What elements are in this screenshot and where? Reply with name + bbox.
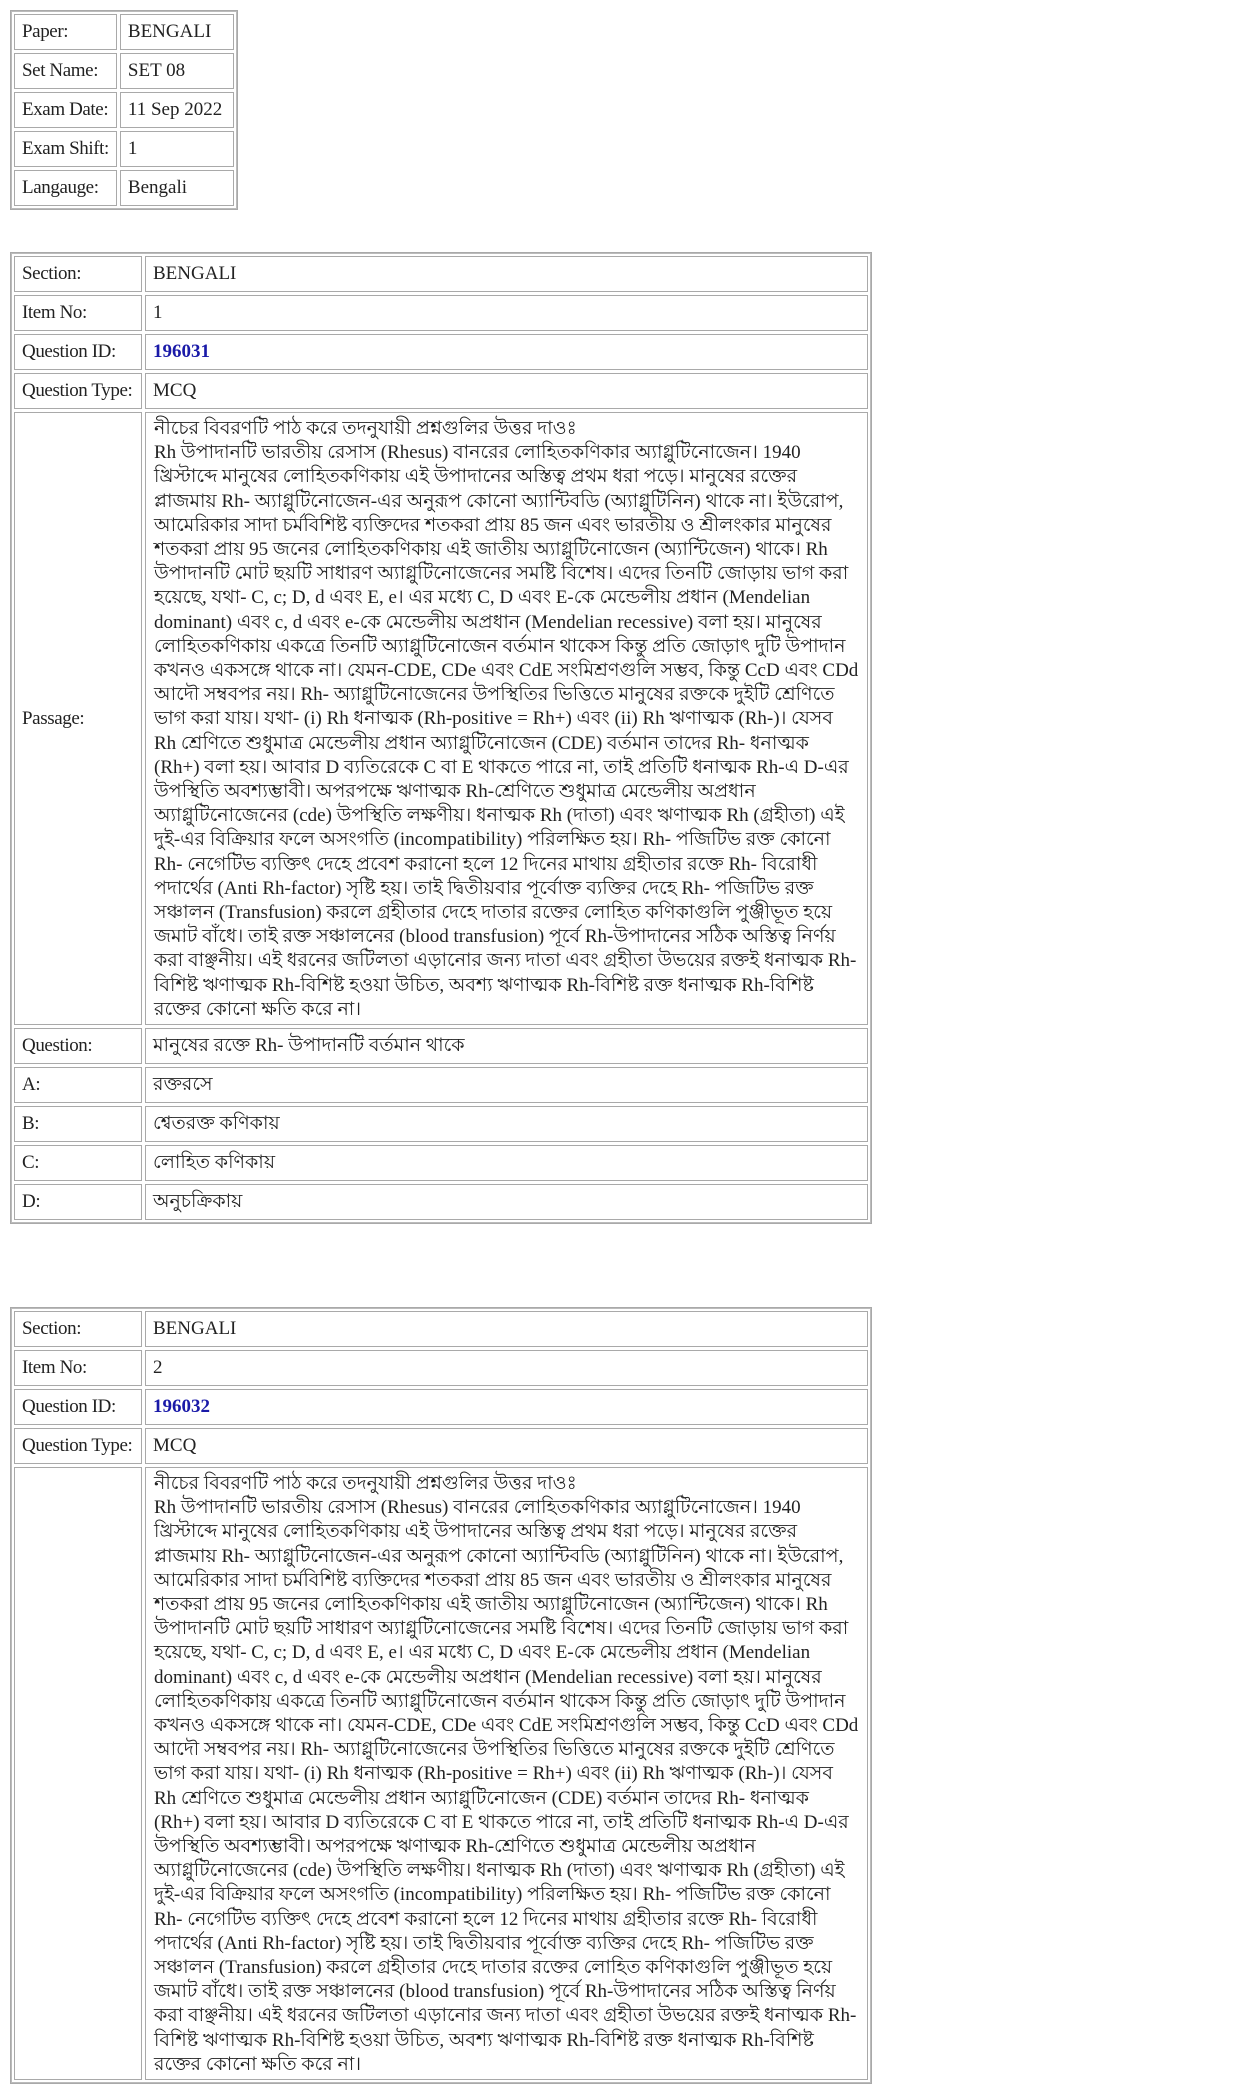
item-no-label: Item No: [14,1350,142,1386]
meta-label: Paper: [14,14,117,50]
question-type-row [14,373,868,409]
question-id-row [14,1389,868,1425]
option-c-row [14,1145,868,1181]
question-table [10,1307,872,2084]
meta-row-language [14,170,234,206]
question-type-value: MCQ [145,1428,868,1464]
section-value: BENGALI [145,1311,868,1347]
meta-label: Exam Shift: [14,131,117,167]
passage-label [14,1467,142,2080]
section-row [14,1311,868,1347]
option-d-row [14,1184,868,1220]
passage-body: Rh উপাদানটি ভারতীয় রেসাস (Rhesus) বানরের লোহিতকণিকার অ্যাগ্লুটিনোজেন। 1940 খ্রিস্টাব্দে মানুষের লোহিতকণিকায় এই উপাদানের অস্তিত্ব প্রথম ধরা পড়ে। মানুষের রক্তের প্লাজমায় Rh- অ্যাগ্লুটিনোজেন-এর অনুরূপ কোনো অ্যান্টিবডি (অ্যাগ্লুটিনিন) থাকে না। ইউরোপ, আমেরিকার সাদা চর্মবিশিষ্ট ব্যক্তিদের শতকরা প্রায় 85 জন এবং ভারতীয় ও শ্রীলংকার মানুষের শতকরা প্রায় 95 জনের লোহিতকণিকায় এই জাতীয় অ্যাগ্লুটিনোজেন (অ্যান্টিজেন) থাকে। Rh উপাদানটি মোট ছয়টি সাধারণ অ্যাগ্লুটিনোজেনের সমষ্টি বিশেষ। এদের তিনটি জোড়ায় ভাগ করা হয়েছে, যথা- C, c; D, d এবং E, e। এর মধ্যে C, D এবং E-কে মেন্ডেলীয় প্রধান (Mendelian dominant) এবং c, d এবং e-কে মেন্ডেলীয় অপ্রধান (Mendelian recessive) বলা হয়। মানুষের লোহিতকণিকায় একত্রে তিনটি অ্যাগ্লুটিনোজেন বর্তমান থাকেস কিন্তু প্রতি জোড়াৎ দুটি উপাদান কখনও একসঙ্গে থাকে না। যেমন-CDE, CDe এবং CdE সংমিশ্রণগুলি সম্ভব, কিন্তু CcD এবং CDd আদৌ সম্ববপর নয়। Rh- অ্যাগ্লুটিনোজেনের উপস্থিতির ভিত্তিতে মানুষের রক্তকে দুইটি শ্রেণিতে ভাগ করা যায়। যথা- (i) Rh ধনাত্মক (Rh-positive = Rh+) এবং (ii) Rh ঋণাত্মক (Rh-)। যেসব Rh শ্রেণিতে শুধুমাত্র মেন্ডেলীয় প্রধান অ্যাগ্লুটিনোজেন (CDE) বর্তমান তাদের Rh- ধনাত্মক (Rh+) বলা হয়। আবার D ব্যতিরেকে C বা E থাকতে পারে না, তাই প্রতিটি ধনাত্মক Rh-এ D-এর উপস্থিতি অবশ্যম্ভাবী। অপরপক্ষে ঋণাত্মক Rh-শ্রেণিতে শুধুমাত্র মেন্ডেলীয় অপ্রধান অ্যাগ্লুটিনোজেনের (cde) উপস্থিতি লক্ষণীয়। ধনাত্মক Rh (দাতা) এবং ঋণাত্মক Rh (গ্রহীতা) এই দুই-এর বিক্রিয়ার ফলে অসংগতি (incompatibility) পরিলক্ষিত হয়। Rh- পজিটিভ রক্ত কোনো Rh- নেগেটিভ ব্যক্তিৎ দেহে প্রবেশ করানো হলে 12 দিনের মাথায় গ্রহীতার রক্তে Rh- বিরোধী পদার্থের (Anti Rh-factor) সৃষ্টি হয়। তাই দ্বিতীয়বার পূর্বোক্ত ব্যক্তির দেহে Rh- পজিটিভ রক্ত সঞ্চালন (Transfusion) করলে গ্রহীতার দেহে দাতার রক্তের লোহিত কণিকাগুলি পুঞ্জীভূত হয়ে জমাট বাঁধে। তাই রক্ত সঞ্চালনের (blood transfusion) পূর্বে Rh-উপাদানের সঠিক অস্তিত্ব নির্ণয় করা বাঞ্ছনীয়। এই ধরনের জটিলতা এড়ানোর জন্য দাতা এবং গ্রহীতা উভয়ের রক্তই ধনাত্মক Rh- বিশিষ্ট ঋণাত্মক Rh-বিশিষ্ট হওয়া উচিত, অবশ্য ঋণাত্মক Rh-বিশিষ্ট রক্ত ধনাত্মক Rh-বিশিষ্ট রক্তের কোনো ক্ষতি করে না। [154,442,859,1020]
section-label: Section: [14,1311,142,1347]
meta-value: 11 Sep 2022 [120,92,234,128]
question-card-1 [10,252,872,1224]
question-type-value: MCQ [145,373,868,409]
item-no-value: 2 [145,1350,868,1386]
section-label: Section: [14,256,142,292]
meta-value: BENGALI [120,14,234,50]
question-card-2 [10,1307,872,2075]
passage-text [145,1467,868,2080]
meta-value: 1 [120,131,234,167]
option-d-label: D: [14,1184,142,1220]
question-id-value: 196031 [145,334,868,370]
question-text: মানুষের রক্তে Rh- উপাদানটি বর্তমান থাকে [145,1028,868,1064]
meta-row-set-name [14,53,234,89]
meta-label: Langauge: [14,170,117,206]
option-a-label: A: [14,1067,142,1103]
option-b-text: শ্বেতরক্ত কণিকায় [145,1106,868,1142]
meta-row-paper [14,14,234,50]
exam-meta-table [10,10,238,210]
passage-instruction: নীচের বিবরণটি পাঠ করে তদনুযায়ী প্রশ্নগুলির উত্তর দাওঃ [154,418,577,439]
question-id-value: 196032 [145,1389,868,1425]
question-id-row [14,334,868,370]
section-value: BENGALI [145,256,868,292]
question-table [10,252,872,1224]
item-no-row [14,1350,868,1386]
question-type-label: Question Type: [14,1428,142,1464]
item-no-label: Item No: [14,295,142,331]
passage-row [14,412,868,1025]
item-no-value: 1 [145,295,868,331]
option-a-row [14,1067,868,1103]
option-c-text: লোহিত কণিকায় [145,1145,868,1181]
option-b-label: B: [14,1106,142,1142]
passage-instruction: নীচের বিবরণটি পাঠ করে তদনুযায়ী প্রশ্নগুলির উত্তর দাওঃ [154,1473,577,1494]
option-c-label: C: [14,1145,142,1181]
section-row [14,256,868,292]
question-id-label: Question ID: [14,334,142,370]
question-id-label: Question ID: [14,1389,142,1425]
item-no-row [14,295,868,331]
passage-label: Passage: [14,412,142,1025]
question-label: Question: [14,1028,142,1064]
meta-value: Bengali [120,170,234,206]
option-d-text: অনুচক্রিকায় [145,1184,868,1220]
passage-text [145,412,868,1025]
question-row [14,1028,868,1064]
meta-row-exam-shift [14,131,234,167]
passage-body: Rh উপাদানটি ভারতীয় রেসাস (Rhesus) বানরের লোহিতকণিকার অ্যাগ্লুটিনোজেন। 1940 খ্রিস্টাব্দে মানুষের লোহিতকণিকায় এই উপাদানের অস্তিত্ব প্রথম ধরা পড়ে। মানুষের রক্তের প্লাজমায় Rh- অ্যাগ্লুটিনোজেন-এর অনুরূপ কোনো অ্যান্টিবডি (অ্যাগ্লুটিনিন) থাকে না। ইউরোপ, আমেরিকার সাদা চর্মবিশিষ্ট ব্যক্তিদের শতকরা প্রায় 85 জন এবং ভারতীয় ও শ্রীলংকার মানুষের শতকরা প্রায় 95 জনের লোহিতকণিকায় এই জাতীয় অ্যাগ্লুটিনোজেন (অ্যান্টিজেন) থাকে। Rh উপাদানটি মোট ছয়টি সাধারণ অ্যাগ্লুটিনোজেনের সমষ্টি বিশেষ। এদের তিনটি জোড়ায় ভাগ করা হয়েছে, যথা- C, c; D, d এবং E, e। এর মধ্যে C, D এবং E-কে মেন্ডেলীয় প্রধান (Mendelian dominant) এবং c, d এবং e-কে মেন্ডেলীয় অপ্রধান (Mendelian recessive) বলা হয়। মানুষের লোহিতকণিকায় একত্রে তিনটি অ্যাগ্লুটিনোজেন বর্তমান থাকেস কিন্তু প্রতি জোড়াৎ দুটি উপাদান কখনও একসঙ্গে থাকে না। যেমন-CDE, CDe এবং CdE সংমিশ্রণগুলি সম্ভব, কিন্তু CcD এবং CDd আদৌ সম্ববপর নয়। Rh- অ্যাগ্লুটিনোজেনের উপস্থিতির ভিত্তিতে মানুষের রক্তকে দুইটি শ্রেণিতে ভাগ করা যায়। যথা- (i) Rh ধনাত্মক (Rh-positive = Rh+) এবং (ii) Rh ঋণাত্মক (Rh-)। যেসব Rh শ্রেণিতে শুধুমাত্র মেন্ডেলীয় প্রধান অ্যাগ্লুটিনোজেন (CDE) বর্তমান তাদের Rh- ধনাত্মক (Rh+) বলা হয়। আবার D ব্যতিরেকে C বা E থাকতে পারে না, তাই প্রতিটি ধনাত্মক Rh-এ D-এর উপস্থিতি অবশ্যম্ভাবী। অপরপক্ষে ঋণাত্মক Rh-শ্রেণিতে শুধুমাত্র মেন্ডেলীয় অপ্রধান অ্যাগ্লুটিনোজেনের (cde) উপস্থিতি লক্ষণীয়। ধনাত্মক Rh (দাতা) এবং ঋণাত্মক Rh (গ্রহীতা) এই দুই-এর বিক্রিয়ার ফলে অসংগতি (incompatibility) পরিলক্ষিত হয়। Rh- পজিটিভ রক্ত কোনো Rh- নেগেটিভ ব্যক্তিৎ দেহে প্রবেশ করানো হলে 12 দিনের মাথায় গ্রহীতার রক্তে Rh- বিরোধী পদার্থের (Anti Rh-factor) সৃষ্টি হয়। তাই দ্বিতীয়বার পূর্বোক্ত ব্যক্তির দেহে Rh- পজিটিভ রক্ত সঞ্চালন (Transfusion) করলে গ্রহীতার দেহে দাতার রক্তের লোহিত কণিকাগুলি পুঞ্জীভূত হয়ে জমাট বাঁধে। তাই রক্ত সঞ্চালনের (blood transfusion) পূর্বে Rh-উপাদানের সঠিক অস্তিত্ব নির্ণয় করা বাঞ্ছনীয়। এই ধরনের জটিলতা এড়ানোর জন্য দাতা এবং গ্রহীতা উভয়ের রক্তই ধনাত্মক Rh- বিশিষ্ট ঋণাত্মক Rh-বিশিষ্ট হওয়া উচিত, অবশ্য ঋণাত্মক Rh-বিশিষ্ট রক্ত ধনাত্মক Rh-বিশিষ্ট রক্তের কোনো ক্ষতি করে না। [154,1497,859,2075]
meta-row-exam-date [14,92,234,128]
meta-label: Exam Date: [14,92,117,128]
question-type-row [14,1428,868,1464]
option-a-text: রক্তরসে [145,1067,868,1103]
meta-label: Set Name: [14,53,117,89]
passage-row [14,1467,868,2080]
question-type-label: Question Type: [14,373,142,409]
option-b-row [14,1106,868,1142]
meta-value: SET 08 [120,53,234,89]
exam-meta-panel [10,10,238,210]
